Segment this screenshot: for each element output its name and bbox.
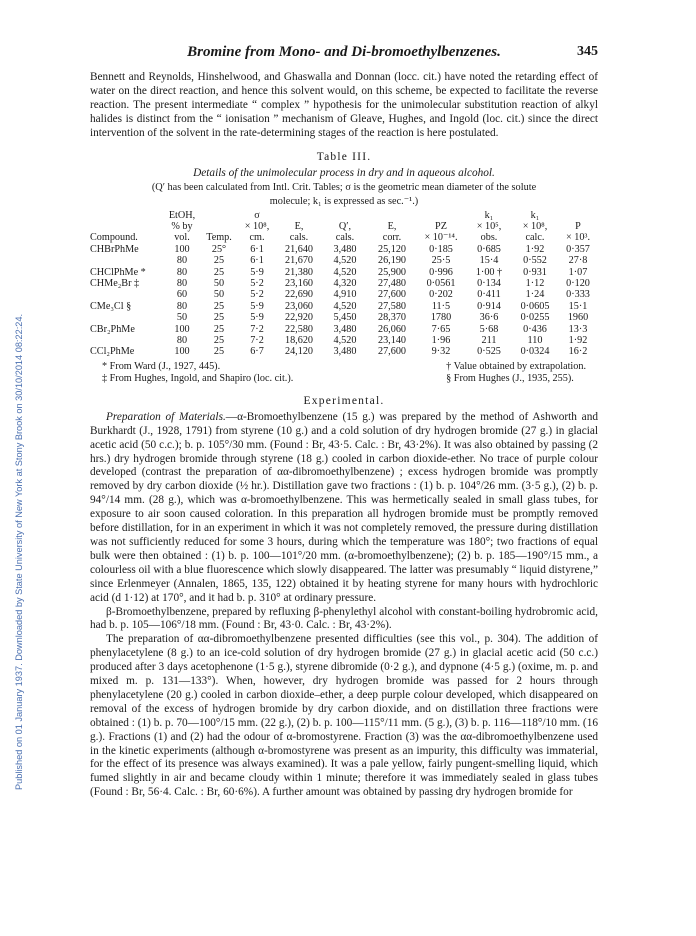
table-cell: 4,910 (333, 289, 357, 301)
table-cell: 50 (176, 312, 188, 324)
table-header-cell: k₁ (484, 209, 494, 221)
table-cell: 100 (174, 323, 190, 335)
table-header-cell (200, 221, 238, 232)
table-header-cell: E, (387, 220, 397, 232)
compound-cell: CHBrPhMe (90, 243, 139, 255)
table-cell: 4,520 (333, 335, 357, 346)
table-cell: 27·8 (568, 255, 588, 267)
table-header-cell: % by (171, 220, 193, 232)
running-head (90, 44, 598, 62)
table-cell: 100 (174, 346, 190, 358)
compound-cell: CHClPhMe * (90, 266, 146, 278)
table-cell: 5·68 (479, 323, 499, 335)
table-cell: 1·96 (431, 335, 451, 346)
experimental-paragraph-1 (90, 411, 598, 606)
table-cell: 6·1 (250, 243, 264, 255)
table-cell: 27,600 (377, 289, 406, 301)
table-cell: 0·333 (566, 289, 590, 301)
table-cell: 6·7 (250, 346, 264, 358)
table-cell: 4,520 (333, 266, 357, 278)
table-cell: 1·00 † (475, 266, 503, 278)
table-header-cell: × 10³. (565, 232, 591, 244)
table-row (90, 267, 598, 278)
table-cell: 4,520 (333, 300, 357, 312)
table-cell: 0·914 (477, 300, 501, 312)
table-cell: 100 (174, 243, 190, 255)
table-header-cell: × 10⁸, (244, 220, 270, 232)
table-cell: 7·65 (431, 323, 451, 335)
table-cell: 7·2 (250, 335, 264, 346)
compound-cell: CMe₃Cl § (90, 300, 132, 312)
table-cell: 5·2 (250, 277, 264, 289)
run-in-heading: Preparation of Materials. (106, 410, 226, 423)
table-title: Table III. (316, 150, 372, 163)
table-header-cell (416, 210, 466, 221)
table-header-cell: PZ (435, 220, 447, 232)
table-cell: 21,380 (284, 266, 313, 278)
table-cell: 3,480 (333, 243, 357, 255)
table-cell: 9·32 (431, 346, 451, 358)
table-header-cell: × 10⁸, (522, 220, 548, 232)
table-cell: 25,900 (377, 266, 406, 278)
table-row (90, 335, 598, 346)
table-cell: 0·0605 (520, 300, 550, 312)
table-cell: 50 (213, 289, 225, 301)
table-header-cell: vol. (174, 232, 190, 244)
footnotes-left (102, 361, 293, 385)
table-header-cell (368, 210, 416, 221)
table-cell: 24,120 (284, 346, 313, 358)
table-cell: 0·525 (477, 346, 501, 358)
table-cell: 1·24 (525, 289, 545, 301)
table-cell: 25,120 (377, 243, 406, 255)
table-cell: 80 (176, 335, 188, 346)
table-cell: 50 (213, 277, 225, 289)
table-row (90, 255, 598, 266)
table-cell: 4,320 (333, 277, 357, 289)
table-cell: 0·202 (429, 289, 453, 301)
table-row (90, 244, 598, 255)
table-header-cell: P (575, 220, 581, 232)
table-cell: 25° (211, 243, 227, 255)
table-header-cell: calc. (525, 232, 545, 244)
table-cell: 22,690 (284, 289, 313, 301)
table-cell: 0·411 (477, 289, 501, 301)
data-table (90, 210, 598, 358)
table-header-cell: Compound. (90, 232, 138, 244)
table-header-cell (90, 210, 164, 221)
table-cell: 25·5 (431, 255, 451, 267)
table-cell: 1·07 (568, 266, 588, 278)
table-cell: 23,160 (284, 277, 313, 289)
experimental-paragraph-3: The preparation of αα-dibromoethylbenzene presented difficulties (see this vol., p. 304). The addition of phenylacetylene (8 g.) to an ice-cold solution of dry hydrogen bromide (27 g.) in glacial acetic acid (50 c.c.) produced after 3 days acetophenone (1·5 g.), styrene dibromide (0·2 g.), and dypnone (4·5 g.) (oxime, m. p. and mixed m. p. 131—133°). When, however, dry hydrogen bromide was passed for 2 hours through phenylacetylene (20 g.) cooled in carbon dioxide–ether, a deep purple colour developed, which disappeared on removal of the excess of hydrogen bromide by dry carbon dioxide, and on distillation three fractions were obtained : (1) b. p. 70—100°/15 mm. (22 g.), (2) b. p. 100—115°/11 mm. (5 g.), (3) b. p. 116—118°/10 mm. (16 g.). Fractions (1) and (2) had the odour of α-bromostyrene. Fraction (3) was the αα-dibromoethylbenzene used in the kinetic experiments (although α-bromostyrene was present as an impurity, this difficulty was immaterial, for the effect of its presence was always examined). It was a pale yellow, fairly pungent-smelling liquid, which fumed slightly in air and became cloudy within 1 minute; therefore it was immediately sealed in glass tubes (Found : Br, 56·4. Calc. : Br, 60·6%). A further amount was obtained by passing dry hydrogen bromide for (90, 633, 598, 799)
compound-cell (90, 335, 164, 346)
table-row (90, 346, 598, 357)
table-header-cell: σ (254, 209, 260, 221)
page-number: 345 (577, 44, 598, 59)
table-cell: 6·1 (250, 255, 264, 267)
table-header-cell: Temp. (206, 232, 232, 244)
table-cell: 36·6 (479, 312, 499, 324)
table-row (90, 289, 598, 300)
table-cell: 0·120 (566, 277, 590, 289)
table-cell: 22,580 (284, 323, 313, 335)
table-cell: 1780 (430, 312, 452, 324)
page-body (90, 71, 598, 800)
table-header-cell: cm. (249, 232, 265, 244)
table-cell: 110 (527, 335, 543, 346)
table-cell: 1·92 (525, 243, 545, 255)
table-cell: 25 (213, 255, 225, 267)
table-header-cell: cals. (335, 232, 355, 244)
table-header-cell: × 10⁻¹⁴. (424, 232, 458, 244)
table-cell: 23,060 (284, 300, 313, 312)
table-cell: 15·1 (568, 300, 588, 312)
table-cell: 15·4 (479, 255, 499, 267)
download-notice-text: Published on 01 January 1937. Downloaded by State University of New York at Stony Brook on 30/10/2014 08:22:24. (14, 313, 24, 790)
table-row (90, 278, 598, 289)
table-cell: 0·134 (477, 277, 501, 289)
table-row (90, 301, 598, 312)
table-footnotes (90, 361, 598, 385)
table-cell: 21,640 (284, 243, 313, 255)
table-cell: 7·2 (250, 323, 264, 335)
table-cell: 22,920 (284, 312, 313, 324)
paragraph-text: —α-Bromoethylbenzene (15 g.) was prepared by the method of Ashworth and Burkhardt (J., 1928, 1791) from styrene (10 g.) and a cold solution of dry hydrogen bromide (27 g.) in glacial acetic acid (50 c.c.); b. p. 105°/30 mm. (Found : Br, 43·5. Calc. : Br, 43·2%). It was also obtained by passing (2 hrs.) dry hydrogen bromide through styrene (18 g.) cooled in carbon dioxide-ether. No trace of purple colour developed (contrast the preparation of αα-dibromoethylbenzene) ; excess hydrogen bromide was promptly removed by dry carbon dioxide (½ hr.). Distillation gave two fractions : (1) b. p. 104°/26 mm. (3·5 g.), (2) b. p. 94°/14 mm. (28 g.), which was α-bromoethylbenzene. This was hermetically sealed in small glass tubes, for exposure to air soon caused coloration. In this preparation all hydrogen bromide must be promptly removed before distillation, for in an experiment in which it was not completely removed, the pressure during distillation was not sufficiently reduced for some 3 hours, during which the temperature was 180°; two fractions of equal bulk were then obtained : (1) b. p. 100—101°/20 mm. (α-bromoethylbenzene); (2) b. p. 185—190°/15 mm., a colourless oil with a blue fluorescence which slowly disappeared. The latter was presumably “ liquid distyrene,” since Erlenmeyer (Annalen, 1865, 135, 122) obtained it by heating styrene for many hours with hydrochloric acid (d 1·12) at 170°, and it had b. p. 310° at ordinary pressure. (90, 410, 598, 604)
table-cell: 25 (213, 300, 225, 312)
table-cell: 0·0561 (426, 277, 456, 289)
table-cell: 1·12 (525, 277, 545, 289)
table-cell: 16·2 (568, 346, 588, 358)
table-cell: 0·996 (429, 266, 453, 278)
table-cell: 60 (176, 289, 188, 301)
table-cell: 18,620 (284, 335, 313, 346)
table-cell: 1·92 (568, 335, 588, 346)
table-cell: 80 (176, 300, 188, 312)
table-cell: 5·9 (250, 266, 264, 278)
table-note-line-2: molecule; k₁ is expressed as sec.⁻¹.) (269, 195, 419, 207)
running-title: Bromine from Mono- and Di-bromoethylbenzenes. (187, 44, 501, 60)
table-cell: 25 (213, 335, 225, 346)
table-cell: 0·436 (523, 323, 547, 335)
table-cell: 5,450 (333, 312, 357, 324)
table-cell: 0·552 (523, 255, 547, 267)
table-cell: 80 (176, 277, 188, 289)
table-cell: 25 (213, 346, 225, 358)
table-cell: 27,580 (377, 300, 406, 312)
table-header-cell: EtOH, (168, 209, 196, 221)
table-header-row (90, 210, 598, 221)
table-cell: 13·3 (568, 323, 588, 335)
experimental-paragraph-2: β-Bromoethylbenzene, prepared by refluxing β-phenylethyl alcohol with constant-boiling hydrobromic acid, had b. p. 105—106°/18 mm. (Found : Br, 43·0. Calc. : Br, 43·2%). (90, 605, 598, 632)
footnote: * From Ward (J., 1927, 445). (102, 360, 221, 372)
compound-cell: CHMe₂Br ‡ (90, 277, 140, 289)
table-cell: 26,190 (377, 255, 406, 267)
table-cell: 211 (481, 335, 497, 346)
table-cell: 3,480 (333, 323, 357, 335)
table-cell: 28,370 (377, 312, 406, 324)
table-cell: 0·0324 (520, 346, 550, 358)
footnotes-right (446, 361, 586, 385)
table-header-cell: obs. (480, 232, 498, 244)
table-header-cell: k₁ (530, 209, 540, 221)
compound-cell: CBr₂PhMe (90, 323, 135, 335)
table-cell: 0·931 (523, 266, 547, 278)
table-cell: 23,140 (377, 335, 406, 346)
table-cell: 27,480 (377, 277, 406, 289)
table-cell: 0·185 (429, 243, 453, 255)
table-cell: 0·357 (566, 243, 590, 255)
table-cell: 5·9 (250, 312, 264, 324)
table-cell: 80 (176, 255, 188, 267)
table-subtitle: Details of the unimolecular process in dry and in aqueous alcohol. (193, 166, 495, 179)
table-cell: 3,480 (333, 346, 357, 358)
compound-cell: CCl₂PhMe (90, 346, 135, 358)
table-header-cell (558, 210, 598, 221)
table-header-cell: corr. (382, 232, 402, 244)
table-cell: 27,600 (377, 346, 406, 358)
footnote: † Value obtained by extrapolation. (446, 360, 586, 372)
table-cell: 1960 (567, 312, 589, 324)
footnote: ‡ From Hughes, Ingold, and Shapiro (loc. cit.). (102, 372, 294, 384)
table-header-cell (200, 210, 238, 221)
table-cell: 5·9 (250, 300, 264, 312)
table-cell: 25 (213, 323, 225, 335)
table-cell: 5·2 (250, 289, 264, 301)
download-notice (2, 90, 24, 790)
compound-cell (90, 289, 164, 300)
section-heading: Experimental. (303, 393, 385, 407)
table-note-line-1: (Q′ has been calculated from Intl. Crit. Tables; σ is the geometric mean diameter of the solute (151, 181, 537, 193)
table-cell: 25 (213, 266, 225, 278)
table-cell: 21,670 (284, 255, 313, 267)
table-row (90, 312, 598, 323)
table-header-row (90, 232, 598, 243)
table-header-cell: Q′, (338, 220, 352, 232)
table-cell: 11·5 (431, 300, 451, 312)
table-cell: 25 (213, 312, 225, 324)
table-header-cell (276, 210, 322, 221)
table-header-cell: cals. (289, 232, 309, 244)
compound-cell (90, 255, 164, 266)
footnote: § From Hughes (J., 1935, 255). (446, 372, 574, 384)
table-cell: 26,060 (377, 323, 406, 335)
compound-cell (90, 312, 164, 323)
table-header-cell: E, (294, 220, 304, 232)
table-header-cell (90, 221, 164, 232)
table-cell: 0·0255 (520, 312, 550, 324)
table-header-cell: × 10⁵, (476, 220, 502, 232)
table-header-row (90, 221, 598, 232)
table-row (90, 324, 598, 335)
table-cell: 0·685 (477, 243, 501, 255)
intro-paragraph: Bennett and Reynolds, Hinshelwood, and Ghaswalla and Donnan (locc. cit.) have noted the retarding effect of water on the direct reaction, and hence this solvent would, on this scheme, be expected to facilitate the reverse reaction. The present intermediate “ complex ” hypothesis for the unimolecular substitution reaction of alkyl halides is distinct from the “ ionisation ” mechanism of Gleave, Hughes, and Ingold (loc. cit.) since the direct intervention of the solvent in the rate-determining stages of the reaction is here postulated. (90, 71, 598, 139)
table-header-cell (322, 210, 368, 221)
table-cell: 80 (176, 266, 188, 278)
table-cell: 4,520 (333, 255, 357, 267)
